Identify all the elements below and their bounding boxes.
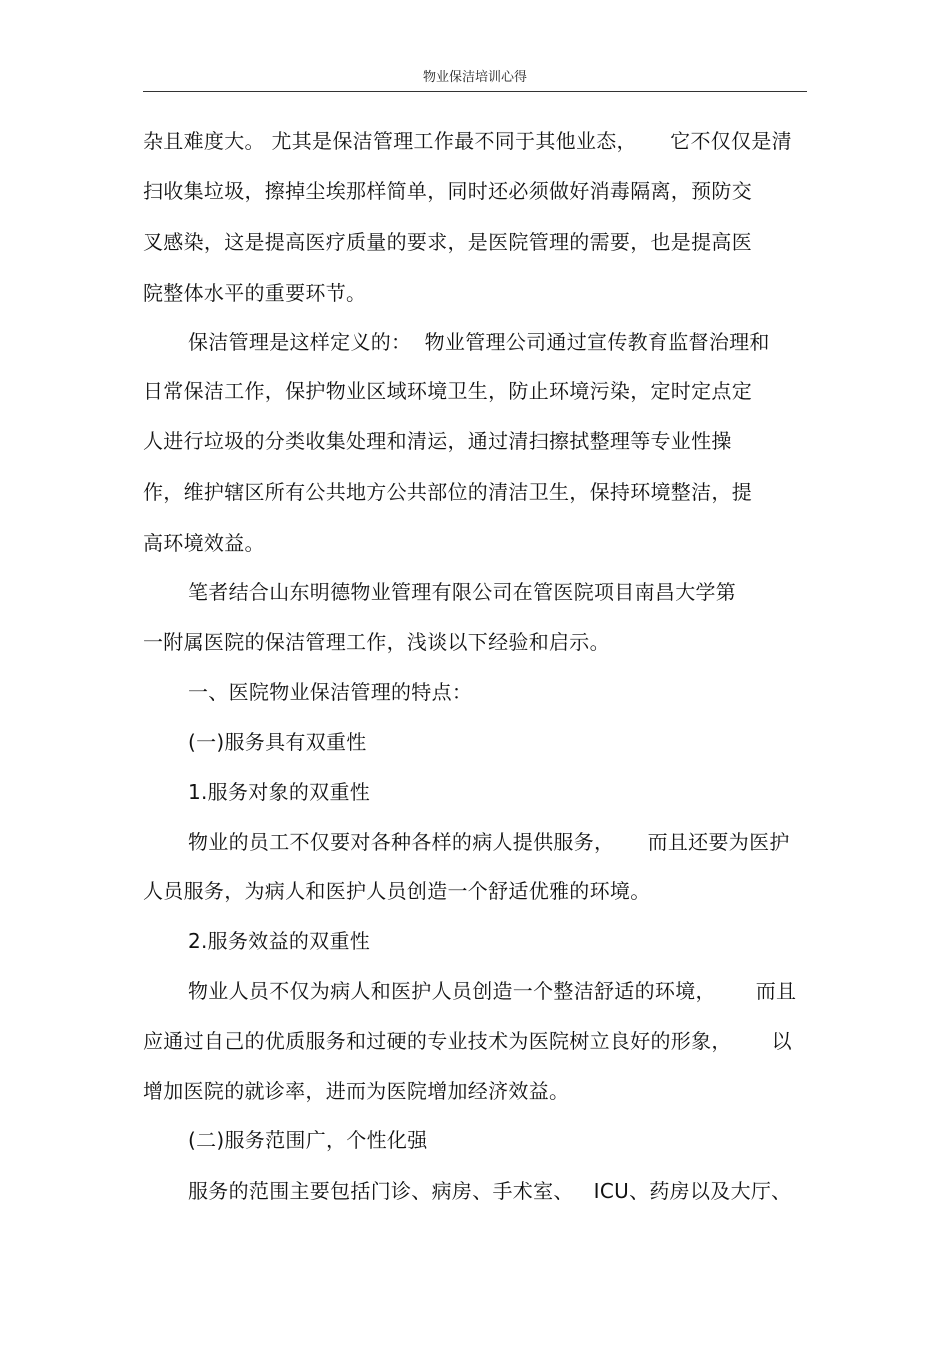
text-line: 服务的范围主要包括门诊、病房、手术室、 ICU、药房以及大厅、 — [188, 1179, 792, 1203]
text-line: 高环境效益。 — [143, 531, 265, 555]
text-line: 人员服务，为病人和医护人员创造一个舒适优雅的环境。 — [143, 879, 651, 903]
subsection-heading: (二)服务范围广，个性化强 — [188, 1128, 428, 1152]
text-line: 物业的员工不仅要对各种各样的病人提供服务， 而且还要为医护 — [188, 830, 790, 854]
text-line: 增加医院的就诊率，进而为医院增加经济效益。 — [143, 1079, 570, 1103]
text-line: 保洁管理是这样定义的： 物业管理公司通过宣传教育监督治理和 — [188, 330, 770, 354]
header-title: 物业保洁培训心得 — [422, 70, 527, 85]
section-heading: 一、医院物业保洁管理的特点： — [188, 680, 473, 704]
text-line: 扫收集垃圾，擦掉尘埃那样简单，同时还必须做好消毒隔离，预防交 — [143, 179, 752, 203]
text-line: 院整体水平的重要环节。 — [143, 281, 367, 305]
text-line: 作，维护辖区所有公共地方公共部位的清洁卫生，保持环境整洁，提 — [143, 480, 752, 504]
item-heading: 1.服务对象的双重性 — [188, 780, 371, 804]
text-line: 应通过自己的优质服务和过硬的专业技术为医院树立良好的形象， 以 — [143, 1029, 792, 1053]
text-line: 物业人员不仅为病人和医护人员创造一个整洁舒适的环境， 而且 — [188, 979, 797, 1003]
item-heading: 2.服务效益的双重性 — [188, 929, 371, 953]
text-line: 叉感染，这是提高医疗质量的要求，是医院管理的需要，也是提高医 — [143, 230, 752, 254]
text-line: 笔者结合山东明德物业管理有限公司在管医院项目南昌大学第 — [188, 580, 737, 604]
text-line: 人进行垃圾的分类收集处理和清运，通过清扫擦拭整理等专业性操 — [143, 429, 732, 453]
document-body — [143, 0, 807, 1345]
text-line: 日常保洁工作，保护物业区域环境卫生，防止环境污染，定时定点定 — [143, 379, 752, 403]
subsection-heading: (一)服务具有双重性 — [188, 730, 367, 754]
text-line: 一附属医院的保洁管理工作，浅谈以下经验和启示。 — [143, 630, 610, 654]
text-line: 杂且难度大。 尤其是保洁管理工作最不同于其他业态， 它不仅仅是清 — [143, 129, 792, 153]
